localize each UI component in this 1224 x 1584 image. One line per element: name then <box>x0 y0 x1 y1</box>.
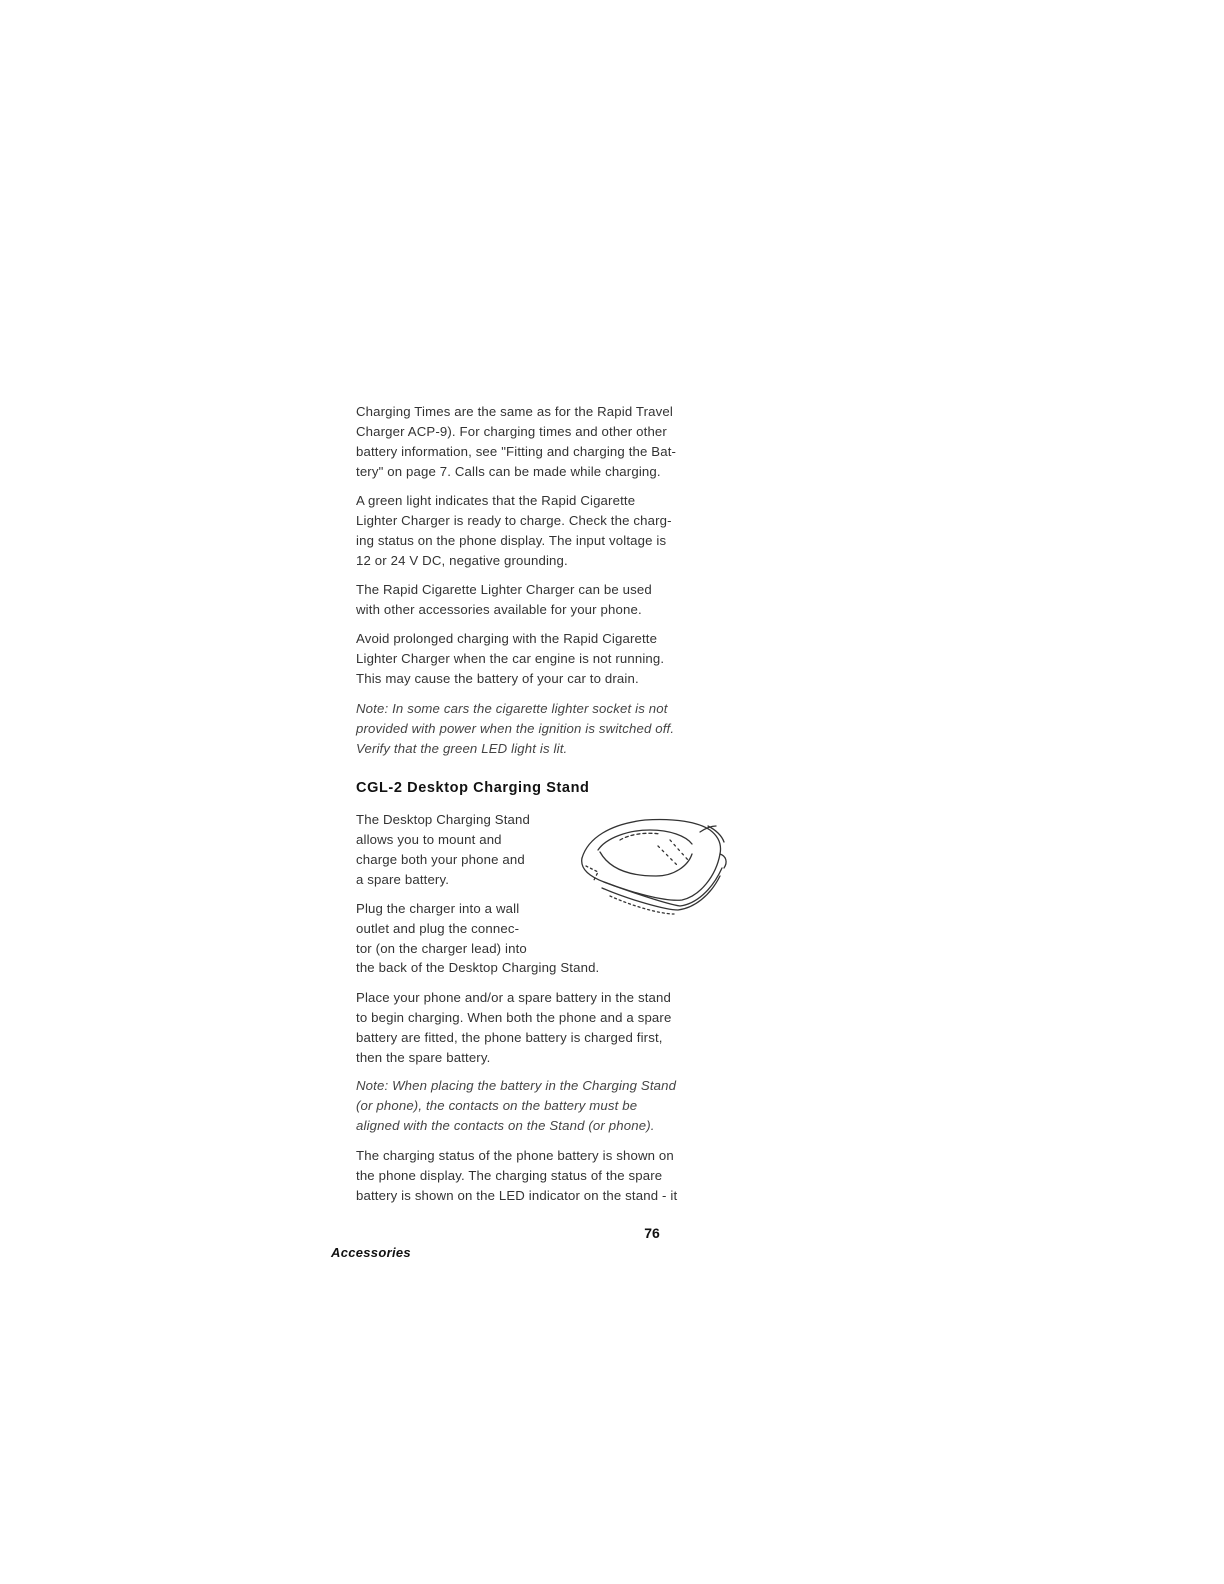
page-number: 76 <box>644 1225 660 1241</box>
paragraph-avoid-charging: Avoid prolonged charging with the Rapid Cigarette Lighter Charger when the car engine is not running. This may cause the battery of your car to drain. <box>356 631 665 686</box>
desktop-charging-stand-illustration <box>570 810 730 920</box>
paragraph-plug-charger-continued: the back of the Desktop Charging Stand. <box>356 960 600 975</box>
paragraph-plug-charger: Plug the charger into a wall outlet and plug the connec- tor (on the charger lead) into <box>356 901 527 956</box>
note-battery-contacts: Note: When placing the battery in the Charging Stand (or phone), the contacts on the battery must be aligned with the contacts on the Stand (or phone). <box>356 1078 677 1133</box>
paragraph-place-phone: Place your phone and/or a spare battery in the stand to begin charging. When both the phone and a spare battery are fitted, the phone battery is charged first, then the spare battery. <box>356 990 672 1065</box>
paragraph-charging-times: Charging Times are the same as for the Rapid Travel Charger ACP-9). For charging times and other other battery information, see "Fitting and charging the Bat- tery" on page 7. Calls can be made while charging. <box>356 404 677 479</box>
paragraph-desktop-stand-intro: The Desktop Charging Stand allows you to mount and charge both your phone and a spare battery. <box>356 812 530 887</box>
section-footer-label: Accessories <box>331 1245 411 1260</box>
paragraph-green-light: A green light indicates that the Rapid Cigarette Lighter Charger is ready to charge. Check the charg- ing status on the phone display. The input voltage is 12 or 24 V DC, negative grounding. <box>356 493 672 568</box>
paragraph-accessories-use: The Rapid Cigarette Lighter Charger can be used with other accessories available for your phone. <box>356 582 652 617</box>
section-heading-cgl2: CGL-2 Desktop Charging Stand <box>356 780 590 796</box>
note-cigarette-socket: Note: In some cars the cigarette lighter socket is not provided with power when the ignition is switched off. Verify that the green LED light is lit. <box>356 701 675 756</box>
paragraph-charging-status: The charging status of the phone battery is shown on the phone display. The charging status of the spare battery is shown on the LED indicator on the stand - it <box>356 1148 678 1203</box>
